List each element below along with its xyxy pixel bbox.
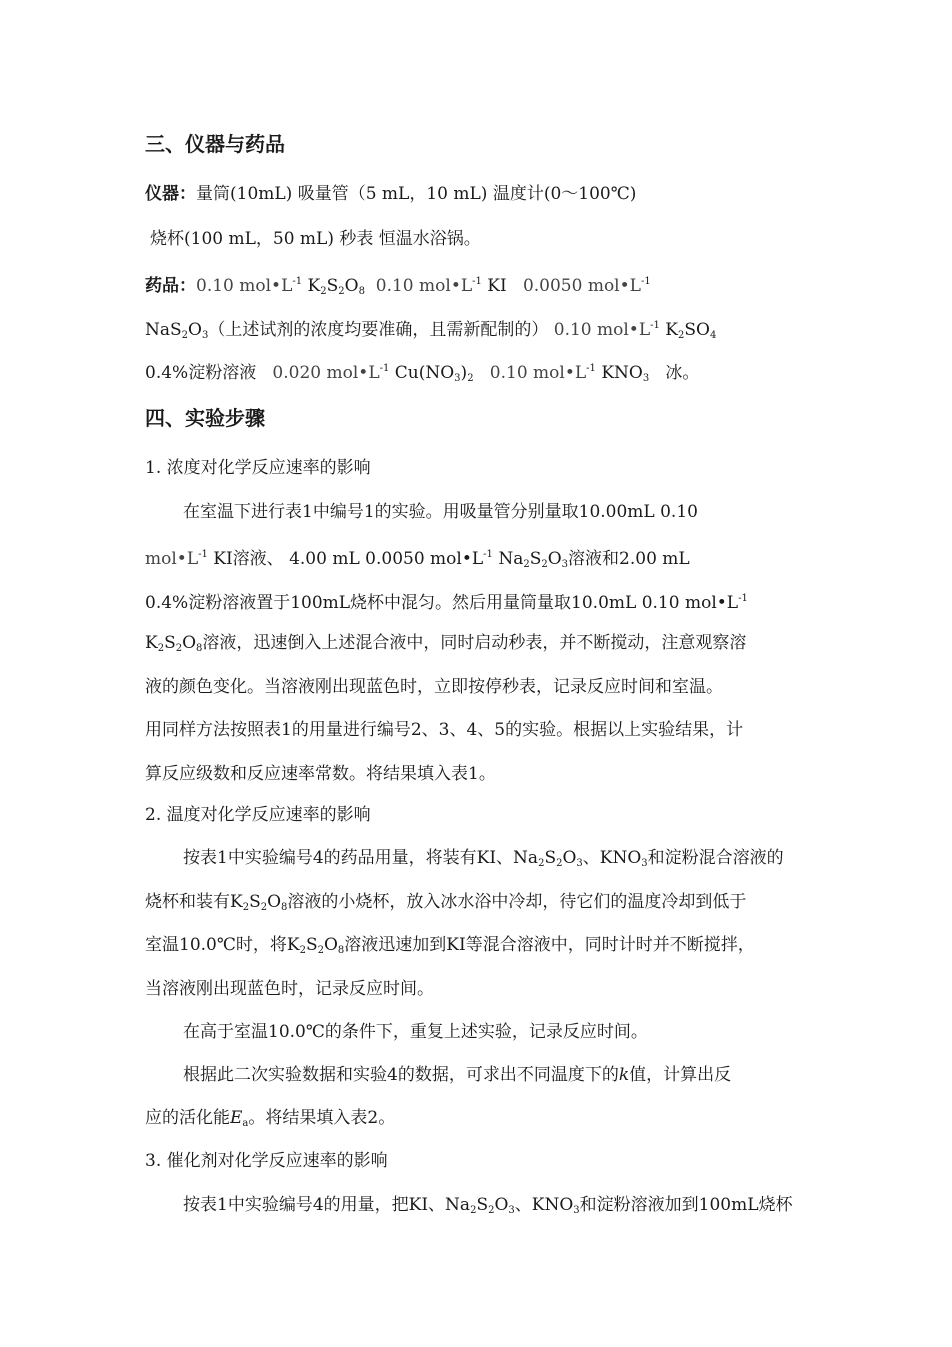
step-2-line-3: 室温10.0℃时，将$K_2S_2O_8$溶液迅速加到KI等混合溶液中，同时计时并不断搅拌， <box>145 935 755 956</box>
na2s2o3-formula: $NaS_2O_3$ <box>145 320 209 341</box>
step-2-paragraph-3-line-2: 应的活化能$E_a$。将结果填入表2。 <box>145 1108 396 1129</box>
reagents-line-2 <box>145 314 716 348</box>
ki-conc: 0.10 mol•L <box>375 276 473 296</box>
instruments-line-1 <box>145 182 636 206</box>
cu-formula: $Cu(NO_3)_2$ <box>394 363 474 384</box>
reagents-label: 药品： <box>145 276 196 296</box>
k2s2o8-conc: 0.10 mol•L <box>196 276 293 296</box>
unit-exponent: -1 <box>292 276 303 287</box>
step-3-title: 3. 催化剂对化学反应速率的影响 <box>145 1151 388 1171</box>
unit-exponent: -1 <box>640 276 651 287</box>
ki-formula: KI <box>487 276 507 296</box>
step-1-line-5: 液的颜色变化。当溶液刚出现蓝色时，立即按停秒表，记录反应时间和室温。 <box>145 677 723 697</box>
unit-exponent: -1 <box>379 363 390 374</box>
step-1-line-1: 在室温下进行表1中编号1的实验。用吸量管分别量取10.00mL 0.10 <box>183 502 698 522</box>
step-2-line-1: 按表1中实验编号4的药品用量，将装有KI、$Na_2S_2O_3$、$KNO_3$和淀粉混合溶液的 <box>183 848 784 869</box>
unit-exponent: -1 <box>650 320 660 331</box>
instruments-text-1: 量筒(10mL) 吸量管（5 mL，10 mL) 温度计(0～100℃) <box>196 184 637 204</box>
starch-solution: 0.4%淀粉溶液 <box>145 363 257 383</box>
step-2-line-4: 当溶液刚出现蓝色时，记录反应时间。 <box>145 979 434 999</box>
step-1-line-3: 0.4%淀粉溶液置于100mL烧杯中混匀。然后用量筒量取10.0mL 0.10 $mol•L^{-1}$ <box>145 593 748 613</box>
step-2-paragraph-2: 在高于室温10.0℃的条件下，重复上述实验，记录反应时间。 <box>183 1022 648 1042</box>
kno3-formula: $KNO_3$ <box>601 363 650 384</box>
cu-conc: 0.020 mol•L <box>272 363 380 383</box>
step-1-line-7: 算反应级数和反应速率常数。将结果填入表1。 <box>145 764 496 784</box>
step-1-line-4: $K_2S_2O_8$溶液，迅速倒入上述混合液中，同时启动秒表，并不断搅动，注意观察溶 <box>145 633 747 654</box>
section-4-heading: 四、实验步骤 <box>145 406 265 430</box>
step-2-line-2: 烧杯和装有$K_2S_2O_8$溶液的小烧杯，放入冰水浴中冷却，待它们的温度冷却到低于 <box>145 892 747 913</box>
reagents-line-3 <box>145 357 699 391</box>
step-1-line-6: 用同样方法按照表1的用量进行编号2、3、4、5的实验。根据以上实验结果，计 <box>145 720 744 740</box>
section-3-heading: 三、仪器与药品 <box>145 132 285 156</box>
k2so4-formula: $K_2SO_4$ <box>665 320 717 341</box>
step-1-title: 1. 浓度对化学反应速率的影响 <box>145 458 371 478</box>
k2so4-conc: 0.10 mol•L <box>553 320 651 340</box>
na2s2o3-conc: 0.0050 mol•L <box>522 276 641 296</box>
step-2-paragraph-3-line-1: 根据此二次实验数据和实验4的数据，可求出不同温度下的k值，计算出反 <box>183 1065 732 1085</box>
unit-exponent: -1 <box>586 363 596 374</box>
unit-exponent: -1 <box>472 276 482 287</box>
ice: 冰。 <box>665 363 700 383</box>
reagents-line-1 <box>145 270 651 304</box>
instruments-label: 仪器： <box>145 184 196 204</box>
step-2-title: 2. 温度对化学反应速率的影响 <box>145 805 371 825</box>
reagent-note: （上述试剂的浓度均要准确，且需新配制的） <box>208 320 549 340</box>
instruments-line-2: 烧杯(100 mL，50 mL) 秒表 恒温水浴锅。 <box>150 229 481 249</box>
k2s2o8-formula: $K_2S_2O_8$ <box>307 276 365 297</box>
kno3-conc: 0.10 mol•L <box>489 363 587 383</box>
step-1-line-2: $mol•L^{-1}$ KI溶液、 4.00 mL 0.0050 $mol•L^{-1}$ $Na_2S_2O_3$溶液和2.00 mL <box>145 549 690 570</box>
step-3-line-1: 按表1中实验编号4的用量，把KI、$Na_2S_2O_3$、$KNO_3$和淀粉溶液加到100mL烧杯 <box>183 1195 793 1216</box>
